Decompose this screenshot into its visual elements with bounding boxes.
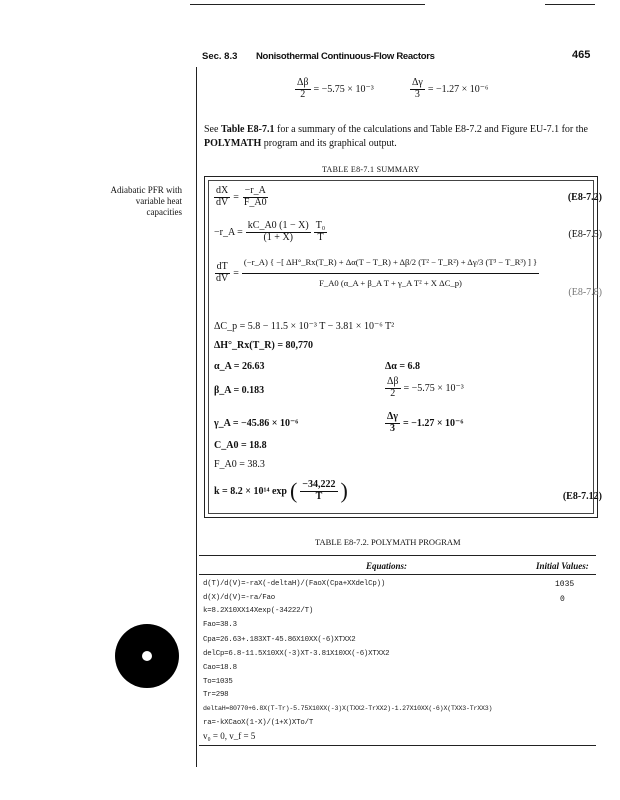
eq3-den: F_A0 (α_A + β_A T + γ_A T² + X ΔC_p) (319, 278, 462, 289)
eq2-den: (1 + X) (263, 231, 293, 243)
binder-hole-center-icon (142, 651, 152, 661)
eq3-num: (−r_A) { −[ ΔH°_Rx(T_R) + Δα(T − T_R) + Δβ/2 (T² − T_R²) + Δγ/3 (T³ − T_R³) ] } (242, 258, 539, 274)
delta-alpha: Δα = 6.8 (385, 361, 421, 372)
delta-h-line: ΔH°_Rx(T_R) = 80,770 (214, 340, 314, 351)
binder-hole-icon (115, 624, 179, 688)
chapter-title: Nonisothermal Continuous-Flow Reactors (256, 51, 435, 62)
body-paragraph (204, 123, 596, 151)
ca0: C_A0 = 18.8 (214, 440, 267, 451)
delta-beta-value: = −5.75 × 10⁻³ (313, 83, 374, 95)
table2-top-rule (199, 555, 596, 556)
k-paren-close: ) (340, 478, 348, 503)
delta-gamma-equation (410, 78, 489, 100)
code-line: deltaH=80770+6.8X(T-Tr)-5.75X10XX(-3)X(TXX2-TrXX2)-1.27X10XX(-6)X(TXX3-TrXX3) (203, 705, 493, 712)
delta-gamma-value: = −1.27 × 10⁻⁶ (427, 83, 489, 95)
eq1-rhs-num: −r_A (244, 185, 266, 196)
delta-beta-den: 2 (300, 88, 306, 100)
table2-header-rule (199, 574, 596, 575)
eq-dx-dv (214, 186, 269, 208)
eq2-t-den: T (317, 231, 324, 243)
code-line: Fao=38.3 (203, 621, 237, 629)
delta-gamma-row-num: Δγ (387, 411, 398, 422)
delta-cp-line: ΔC_p = 5.8 − 11.5 × 10⁻³ T − 3.81 × 10⁻⁶ T² (214, 321, 395, 332)
code-line: delCp=6.8-11.5X10XX(-3)XT-3.81X10XX(-6)XTXX2 (203, 650, 390, 658)
delta-gamma-row-value: = −1.27 × 10⁻⁶ (402, 417, 464, 429)
eq3-equals: = (233, 267, 239, 279)
side-note: Adiabatic PFR with variable heat capacities (110, 185, 182, 217)
eq-k-number: (E8-7.12) (562, 491, 602, 502)
code-line: Tr=298 (203, 691, 229, 699)
eq-rate (214, 221, 327, 243)
delta-beta-row-value: = −5.75 × 10⁻³ (403, 382, 464, 394)
margin-line (196, 67, 197, 767)
col-initial-header: Initial Values: (536, 561, 589, 571)
code-line: d(X)/d(V)=-ra/Fao (203, 594, 275, 602)
delta-beta-row-num: Δβ (387, 376, 399, 387)
delta-beta-num: Δβ (297, 77, 309, 88)
initial-value-t: 1035 (555, 580, 575, 589)
code-line: k=8.2X10XX14Xexp(-34222/T) (203, 607, 314, 615)
header-rule-right (545, 4, 595, 5)
section-label: Sec. 8.3 (202, 51, 238, 62)
code-line: Cao=18.8 (203, 664, 237, 672)
para-tail: program and its graphical output. (263, 138, 397, 149)
delta-beta-row-den: 2 (390, 387, 396, 399)
para-table-ref: Table E8-7.1 (220, 124, 275, 135)
table2-caption: TABLE E8-7.2. POLYMATH PROGRAM (315, 537, 461, 547)
eq1-lhs-num: dX (216, 185, 229, 196)
fa0: F_A0 = 38.3 (214, 459, 265, 470)
k-exp-den: T (315, 490, 323, 502)
eq1-rhs-den: F_A0 (243, 196, 267, 208)
eq3-number: (E8-7.8) (568, 287, 602, 298)
eq2-lhs: −r_A = (214, 226, 243, 238)
eq1-number: (E8-7.2) (567, 192, 602, 203)
eq2-num: kC_A0 (1 − X) (247, 220, 309, 231)
delta-gamma-den: 3 (414, 88, 420, 100)
para-see: See (204, 124, 219, 135)
delta-gamma-row (385, 412, 463, 434)
code-line: ra=-kXCaoX(1-X)/(1+X)XTo/T (203, 719, 314, 727)
delta-beta-row (385, 377, 464, 399)
code-line: To=1035 (203, 678, 233, 686)
eq2-t-num: T₀ (315, 220, 326, 231)
delta-gamma-row-den: 3 (389, 422, 395, 434)
delta-gamma-num: Δγ (412, 77, 423, 88)
eq3-lhs-num: dT (216, 261, 228, 273)
eq1-equals: = (233, 191, 239, 203)
alpha-a: α_A = 26.63 (214, 361, 265, 372)
k-paren-open: ( (289, 478, 298, 503)
eq2-number: (E8-7.5) (568, 229, 602, 240)
col-equations-header: Equations: (366, 561, 408, 571)
k-exp-num: −34,222 (302, 479, 336, 490)
gamma-a: γ_A = −45.86 × 10⁻⁶ (214, 418, 299, 429)
table2-bottom-rule (199, 745, 596, 746)
beta-a: β_A = 0.183 (214, 385, 265, 396)
eq1-lhs-den: dV (216, 196, 229, 208)
code-line: d(T)/d(V)=-raX(-deltaH)/(FaoX(Cpa+XXdelCp)) (203, 580, 386, 588)
integration-bounds: v₀ = 0, v_f = 5 (203, 731, 256, 741)
initial-value-x: 0 (560, 595, 565, 604)
table1-caption: TABLE E8-7.1 SUMMARY (322, 165, 420, 174)
delta-beta-equation (295, 78, 374, 100)
header-rule-left (190, 4, 425, 5)
k-lhs: k = 8.2 × 10¹⁴ exp (214, 485, 287, 497)
code-line: Cpa=26.63+.183XT-45.86X10XX(-6)XTXX2 (203, 636, 356, 644)
para-middle: for a summary of the calculations and Table E8-7.2 and Figure EU-7.1 for the (276, 124, 588, 135)
page-number: 465 (572, 49, 591, 61)
k-equation (214, 480, 348, 502)
para-program: POLYMATH (204, 138, 262, 149)
eq3-lhs-den: dV (216, 272, 229, 284)
eq-dt-dv (214, 258, 539, 288)
